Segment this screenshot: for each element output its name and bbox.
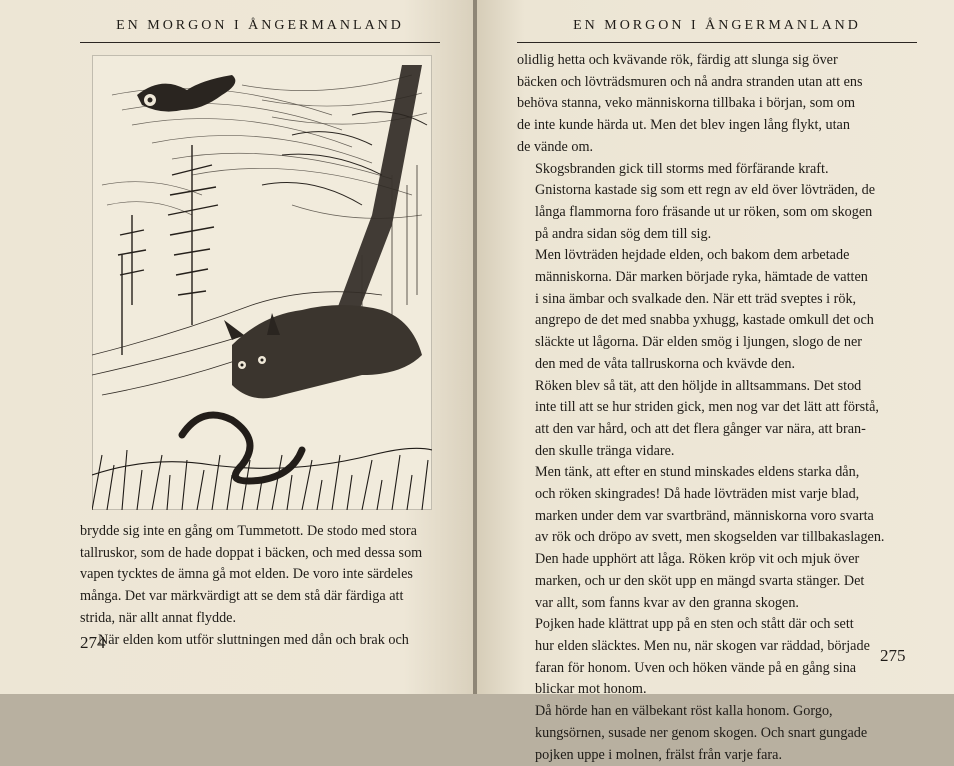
left-running-header: EN MORGON I ÅNGERMANLAND xyxy=(80,18,440,34)
text-line: angrepo de det med snabba yxhugg, kastade omkull det och xyxy=(517,310,919,332)
text-line: blickar mot honom. xyxy=(517,679,919,701)
text-line: Pojken hade klättrat upp på en sten och stått där och sett xyxy=(517,614,919,636)
text-line: att den var hård, och att det flera gånger var nära, att bran- xyxy=(517,419,919,441)
text-line: Gnistorna kastade sig som ett regn av eld över lövträden, de xyxy=(517,180,919,202)
text-line: behöva stanna, veko människorna tillbaka i början, som om xyxy=(517,93,919,115)
text-line: hur elden släcktes. Men nu, när skogen var räddad, började xyxy=(517,636,919,658)
left-body-text xyxy=(80,521,442,651)
text-line: Men lövträden hejdade elden, och bakom dem arbetade xyxy=(517,245,919,267)
text-line: strida, när allt annat flydde. xyxy=(80,608,442,630)
text-line: och röken skingrades! Då hade lövträden mist varje blad, xyxy=(517,484,919,506)
left-page xyxy=(0,0,475,694)
right-header-rule xyxy=(517,42,917,43)
right-running-header: EN MORGON I ÅNGERMANLAND xyxy=(517,18,917,34)
text-line: de vände om. xyxy=(517,137,919,159)
left-header-rule xyxy=(80,42,440,43)
text-line: släckte ut lågorna. Där elden smög i ljungen, slogo de ner xyxy=(517,332,919,354)
right-page-number: 275 xyxy=(880,646,906,666)
paragraph xyxy=(517,159,919,246)
right-page xyxy=(477,0,954,694)
text-line: bäcken och lövträdsmuren och nå andra stranden utan att ens xyxy=(517,72,919,94)
text-line: Den hade upphört att låga. Röken kröp vit och mjuk över xyxy=(517,549,919,571)
text-line: När elden kom utför sluttningen med dån och brak och xyxy=(80,630,442,652)
text-line: de inte kunde härda ut. Men det blev ingen lång flykt, utan xyxy=(517,115,919,137)
right-body-text xyxy=(517,50,919,766)
text-line: långa flammorna foro fräsande ut ur röken, som om skogen xyxy=(517,202,919,224)
text-line: var allt, som fanns kvar av den granna skogen. xyxy=(517,593,919,615)
text-line: i sina ämbar och svalkade den. När ett träd sveptes i rök, xyxy=(517,289,919,311)
paragraph xyxy=(517,50,919,159)
text-line: marken under dem var svartbränd, människorna voro svarta xyxy=(517,506,919,528)
text-line: Skogsbranden gick till storms med förfärande kraft. xyxy=(517,159,919,181)
text-line: inte till att se hur striden gick, men nog var det lätt att förstå, xyxy=(517,397,919,419)
forest-fire-illustration xyxy=(92,55,432,510)
text-line: människorna. Där marken började ryka, hämtade de vatten xyxy=(517,267,919,289)
text-line: vapen tycktes de ämna gå mot elden. De voro inte särdeles xyxy=(80,564,442,586)
paragraph xyxy=(517,376,919,463)
text-line: brydde sig inte en gång om Tummetott. De stodo med stora xyxy=(80,521,442,543)
text-line: den skulle tränga vidare. xyxy=(517,441,919,463)
text-line: många. Det var märkvärdigt att se dem stå där färdiga att xyxy=(80,586,442,608)
text-line: olidlig hetta och kvävande rök, färdig att slunga sig över xyxy=(517,50,919,72)
text-line: kungsörnen, susade ner genom skogen. Och snart gungade xyxy=(517,723,919,745)
text-line: Då hörde han en välbekant röst kalla honom. Gorgo, xyxy=(517,701,919,723)
text-line: marken, och ur den sköt upp en mängd svarta stänger. Det xyxy=(517,571,919,593)
text-line: tallruskor, som de hade doppat i bäcken, och med dessa som xyxy=(80,543,442,565)
paragraph xyxy=(517,614,919,701)
text-line: Men tänk, att efter en stund minskades eldens starka dån, xyxy=(517,462,919,484)
text-line: Röken blev så tät, att den höljde in alltsammans. Det stod xyxy=(517,376,919,398)
text-line: på andra sidan sög dem till sig. xyxy=(517,224,919,246)
text-line: faran för honom. Uven och höken vände på en gång sina xyxy=(517,658,919,680)
paragraph xyxy=(80,630,442,652)
paragraph xyxy=(80,521,442,630)
paragraph xyxy=(517,701,919,766)
text-line: av rök och dröpo av svett, men skogselden var tillbakaslagen. xyxy=(517,527,919,549)
text-line: den med de våta tallruskorna och kvävde den. xyxy=(517,354,919,376)
left-page-number: 274 xyxy=(80,633,106,653)
paragraph xyxy=(517,462,919,614)
paragraph xyxy=(517,245,919,375)
text-line: pojken uppe i molnen, frälst från varje fara. xyxy=(517,745,919,766)
